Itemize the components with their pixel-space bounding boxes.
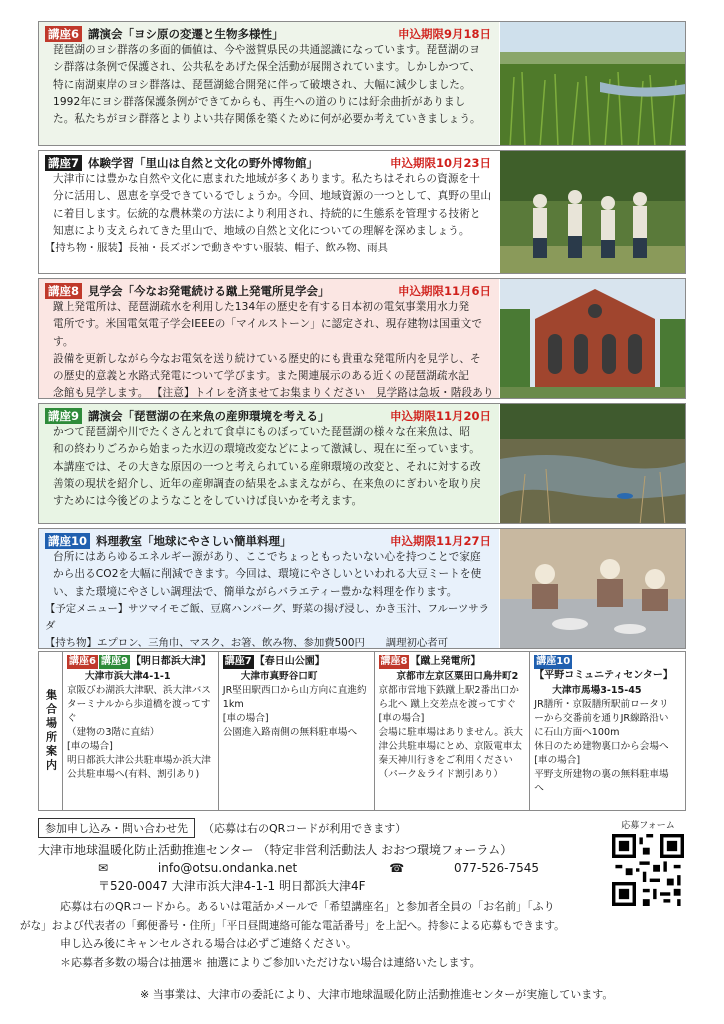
email-row [98, 861, 343, 875]
body-line: 本講座では、その大きな原因の一つと考えられている産卵環境の改変と、それに対する改 [53, 460, 481, 473]
venue-column [375, 652, 531, 810]
course-9-section [38, 403, 686, 524]
qr-block [608, 818, 688, 909]
items-to-bring: 【持ち物・服装】長袖・長ズボンで動きやすい服装、帽子、飲み物、雨具 [45, 242, 388, 255]
access-line: 1km [222, 699, 244, 710]
access-line: 公共駐車場へ(有料、割引あり) [67, 769, 200, 780]
body-line: すためには今後どのようなことをしていけば良いかを考えます。 [53, 495, 363, 508]
access-line: 休日のため建物裏口から会場へ [534, 741, 669, 752]
venue-address: 大津市馬場3-15-45 [552, 685, 642, 696]
body-line: に着目します。伝統的な農林業の方法により利用され、持続的に生態系を管理する技術と [53, 207, 481, 220]
access-line: 平野支所建物の裏の無料駐車場 [534, 769, 669, 780]
mail-icon: ✉ [98, 861, 112, 875]
contact-heading: 参加申し込み・問い合わせ先 [38, 818, 195, 838]
body-line: 大津市には豊かな自然や文化に恵まれた地域が多くあります。私たちはそれらの資源を十 [53, 173, 480, 185]
course-tag: 講座6 [69, 656, 96, 667]
course-tag: 講座8 [45, 283, 82, 299]
venue-address: 大津市真野谷口町 [240, 671, 318, 682]
access-line: [車の場合] [378, 713, 425, 724]
course-tag: 講座9 [45, 408, 82, 424]
venue-name: 【春日山公園】 [254, 656, 325, 667]
course-6-section [38, 21, 686, 146]
phone-row [389, 861, 585, 875]
satoyama-hikers-photo [499, 151, 685, 273]
course-title: 体験学習「里山は自然と文化の野外博物館」 [88, 155, 319, 170]
course-title: 見学会「今なお発電続ける蹴上発電所見学会」 [88, 283, 330, 298]
access-line: JR堅田駅西口から山方向に直進約 [222, 685, 367, 696]
note-line: 申し込み後にキャンセルされる場合は必ずご連絡ください。 [60, 937, 357, 950]
body-line: シ群落は条例で保護され、公共私をあげた保全活動が展開されています。しかしかつて、 [53, 61, 481, 74]
application-notes [20, 898, 620, 972]
items-to-bring: 【持ち物】エプロン、三角巾、マスク、お箸、飲み物、参加費500円 調理初心者可 [45, 636, 449, 649]
access-line: ターミナルから歩道橋を渡ってすぐ [67, 699, 211, 724]
course-10-section [38, 528, 686, 649]
venue-name: 【明日都浜大津】 [130, 656, 211, 667]
course-7-section [38, 150, 686, 274]
contact-block [38, 818, 686, 895]
course-tag: 講座9 [100, 656, 128, 667]
body-line: 善策の現状を紹介し、近年の産卵調査の結果をふまえながら、在来魚のにぎわいを取り戻 [53, 477, 481, 490]
note-line: 応募は右のQRコードから。あるいは電話かメールで「希望講座名」と参加者全員の「お名前」「ふり [60, 900, 555, 913]
access-line: [車の場合] [534, 755, 581, 766]
body-line: かつて琵琶湖や川でたくさんとれて食卓にものぼっていた琵琶湖の様々な在来魚は、昭 [53, 426, 471, 438]
organization-name: 大津市地球温暖化防止活動推進センター （特定非営利活動法人 おおつ環境フォーラム） [38, 843, 513, 857]
course-8-section [38, 278, 686, 399]
course-title: 講演会「ヨシ原の変遷と生物多様性」 [88, 26, 284, 41]
power-station-photo [499, 279, 685, 398]
body-line: 特に南湖東岸のヨシ群落は、琵琶湖総合開発に伴って破壊され、大幅に減少しました。 [53, 78, 471, 91]
qr-code[interactable] [612, 834, 684, 906]
access-line: 津公共駐車場にとめ、京阪電車太 [378, 741, 523, 752]
deadline: 申込期限11月6日 [397, 283, 491, 298]
access-line: （建物の3階に直結） [67, 727, 160, 738]
body-line: 蹴上発電所は、琵琶湖疏水を利用した134年の歴史を有する日本初の電気事業用水力発 [53, 301, 470, 313]
qr-note: （応募は右のQRコードが利用できます） [203, 822, 407, 835]
course-title: 料理教室「地球にやさしい簡単料理」 [96, 533, 292, 548]
body-line: 台所にはあらゆるエネルギー源があり、ここでちょっともったいない心を持つことで家庭 [53, 551, 481, 563]
access-line: 秦天神川行きをご利用ください [378, 755, 513, 766]
venue-name: 【平野コミュニティセンター】 [534, 670, 673, 681]
venue-column [63, 652, 219, 810]
reed-field-photo [499, 22, 685, 145]
access-line: 京阪びわ湖浜大津駅、浜大津バス [67, 685, 211, 696]
access-line: へ [534, 783, 544, 794]
deadline: 申込期限11月20日 [389, 408, 491, 423]
body-line: 知恵により支えられてきた里山で、地域の自然と文化についての理解を深めましょう。 [53, 224, 470, 237]
access-line: 京都市営地下鉄蹴上駅2番出口か [378, 685, 519, 696]
access-line: JR膳所・京阪膳所駅前ロータリ [534, 699, 669, 710]
access-line: ーから交番前を通りJR線路沿い [534, 713, 669, 724]
access-line: [車の場合] [222, 713, 269, 724]
wetland-photo [499, 404, 685, 523]
deadline: 申込期限11月27日 [389, 533, 491, 548]
body-line: 念館も見学します。 【注意】トイレを済ませてお集まりください 見学路は急坂・階段あり [53, 387, 494, 399]
venue-column [219, 652, 375, 810]
body-line: 分に活用し、恩恵を享受できているでしょうか。今回、地域資源の一つとして、真野の里山 [53, 190, 492, 203]
body-line: 電所です。米国電気電子学会IEEEの「マイルストーン」に認定され、現存建物は国重文です。 [53, 318, 483, 348]
access-label: 集合場所案内 [39, 652, 63, 810]
access-line: 会場に駐車場はありません。浜大 [378, 727, 523, 738]
course-tag: 講座7 [224, 656, 252, 667]
access-line: 明日都浜大津公共駐車場か浜大津 [67, 755, 211, 766]
email-link[interactable]: info@otsu.ondanka.net [157, 861, 298, 875]
body-line: 設備を更新しながら今なお電気を送り続けている歴史的にも貴重な発電所内を見学し、そ [53, 352, 481, 365]
access-line: ら北へ 蹴上交差点を渡ってすぐ [378, 699, 516, 710]
venue-address: 大津市浜大津4-1-1 [85, 671, 171, 682]
qr-label: 応募フォーム [621, 821, 675, 831]
venue-address: 京都市左京区粟田口鳥井町2 [396, 671, 519, 682]
venue-column [530, 652, 685, 810]
deadline: 申込期限10月23日 [389, 155, 491, 170]
access-line: に石山方面へ100m [534, 727, 620, 738]
cooking-class-photo [499, 529, 685, 648]
footer-note: ※ 当事業は、大津市の委託により、大津市地球温暖化防止活動推進センターが実施しています。 [140, 988, 614, 1001]
body-line: た。私たちがヨシ群落とよりよい共存関係を築くために何が必要か考えていきましょう。 [53, 113, 481, 126]
postal-address: 〒520-0047 大津市浜大津4-1-1 明日都浜大津4F [98, 879, 366, 893]
course-tag: 講座7 [45, 155, 82, 171]
deadline: 申込期限9月18日 [397, 26, 491, 41]
body-line: から出るCO2を大幅に削減できます。今回は、環境にやさしいといわれる大豆ミートを使 [53, 568, 482, 581]
course-tag: 講座6 [45, 26, 82, 42]
access-line: [車の場合] [67, 741, 113, 752]
body-line: い、また環境にやさしい調理法で、簡単ながらバラエティー豊かな料理を作ります。 [53, 585, 458, 598]
note-line: がな」および代表者の「郵便番号・住所」「平日昼間連絡可能な電話番号」を上記へ。持参による応募もできます。 [20, 919, 565, 932]
venue-access-table [38, 651, 686, 811]
body-line: 琵琶湖のヨシ群落の多面的価値は、今や滋賀県民の共通認識になっています。琵琶湖のヨ [53, 44, 480, 56]
phone-number[interactable]: 077-526-7545 [454, 861, 540, 875]
course-tag: 講座10 [45, 533, 90, 549]
course-tag: 講座10 [536, 656, 571, 667]
venue-name: 【蹴上発電所】 [410, 656, 481, 667]
access-line: （パーク＆ライド割引あり） [378, 769, 503, 780]
body-line: 1992年にヨシ群落保護条例ができてからも、再生への道のりには紆余曲折がありまし [53, 95, 466, 108]
menu-list: 【予定メニュー】サツマイモご飯、豆腐ハンバーグ、野菜の揚げ浸し、かき玉汁、フルーツサラダ [45, 602, 489, 632]
phone-icon: ☎ [389, 861, 408, 875]
body-line: の歴史的意義と水路式発電について学びます。また関連展示のある近くの琵琶湖疏水記 [53, 370, 469, 383]
body-line: 和の終わりごろから始まった水辺の環境改変などによって激減し、現在に至っています。 [53, 443, 480, 456]
note-line: ＊応募者多数の場合は抽選＊ 抽選によりご参加いただけない場合は連絡いたします。 [60, 955, 481, 969]
access-line: 公園進入路南側の無料駐車場へ [222, 727, 358, 738]
course-tag: 講座8 [380, 656, 408, 667]
course-title: 講演会「琵琶湖の在来魚の産卵環境を考える」 [88, 408, 330, 423]
